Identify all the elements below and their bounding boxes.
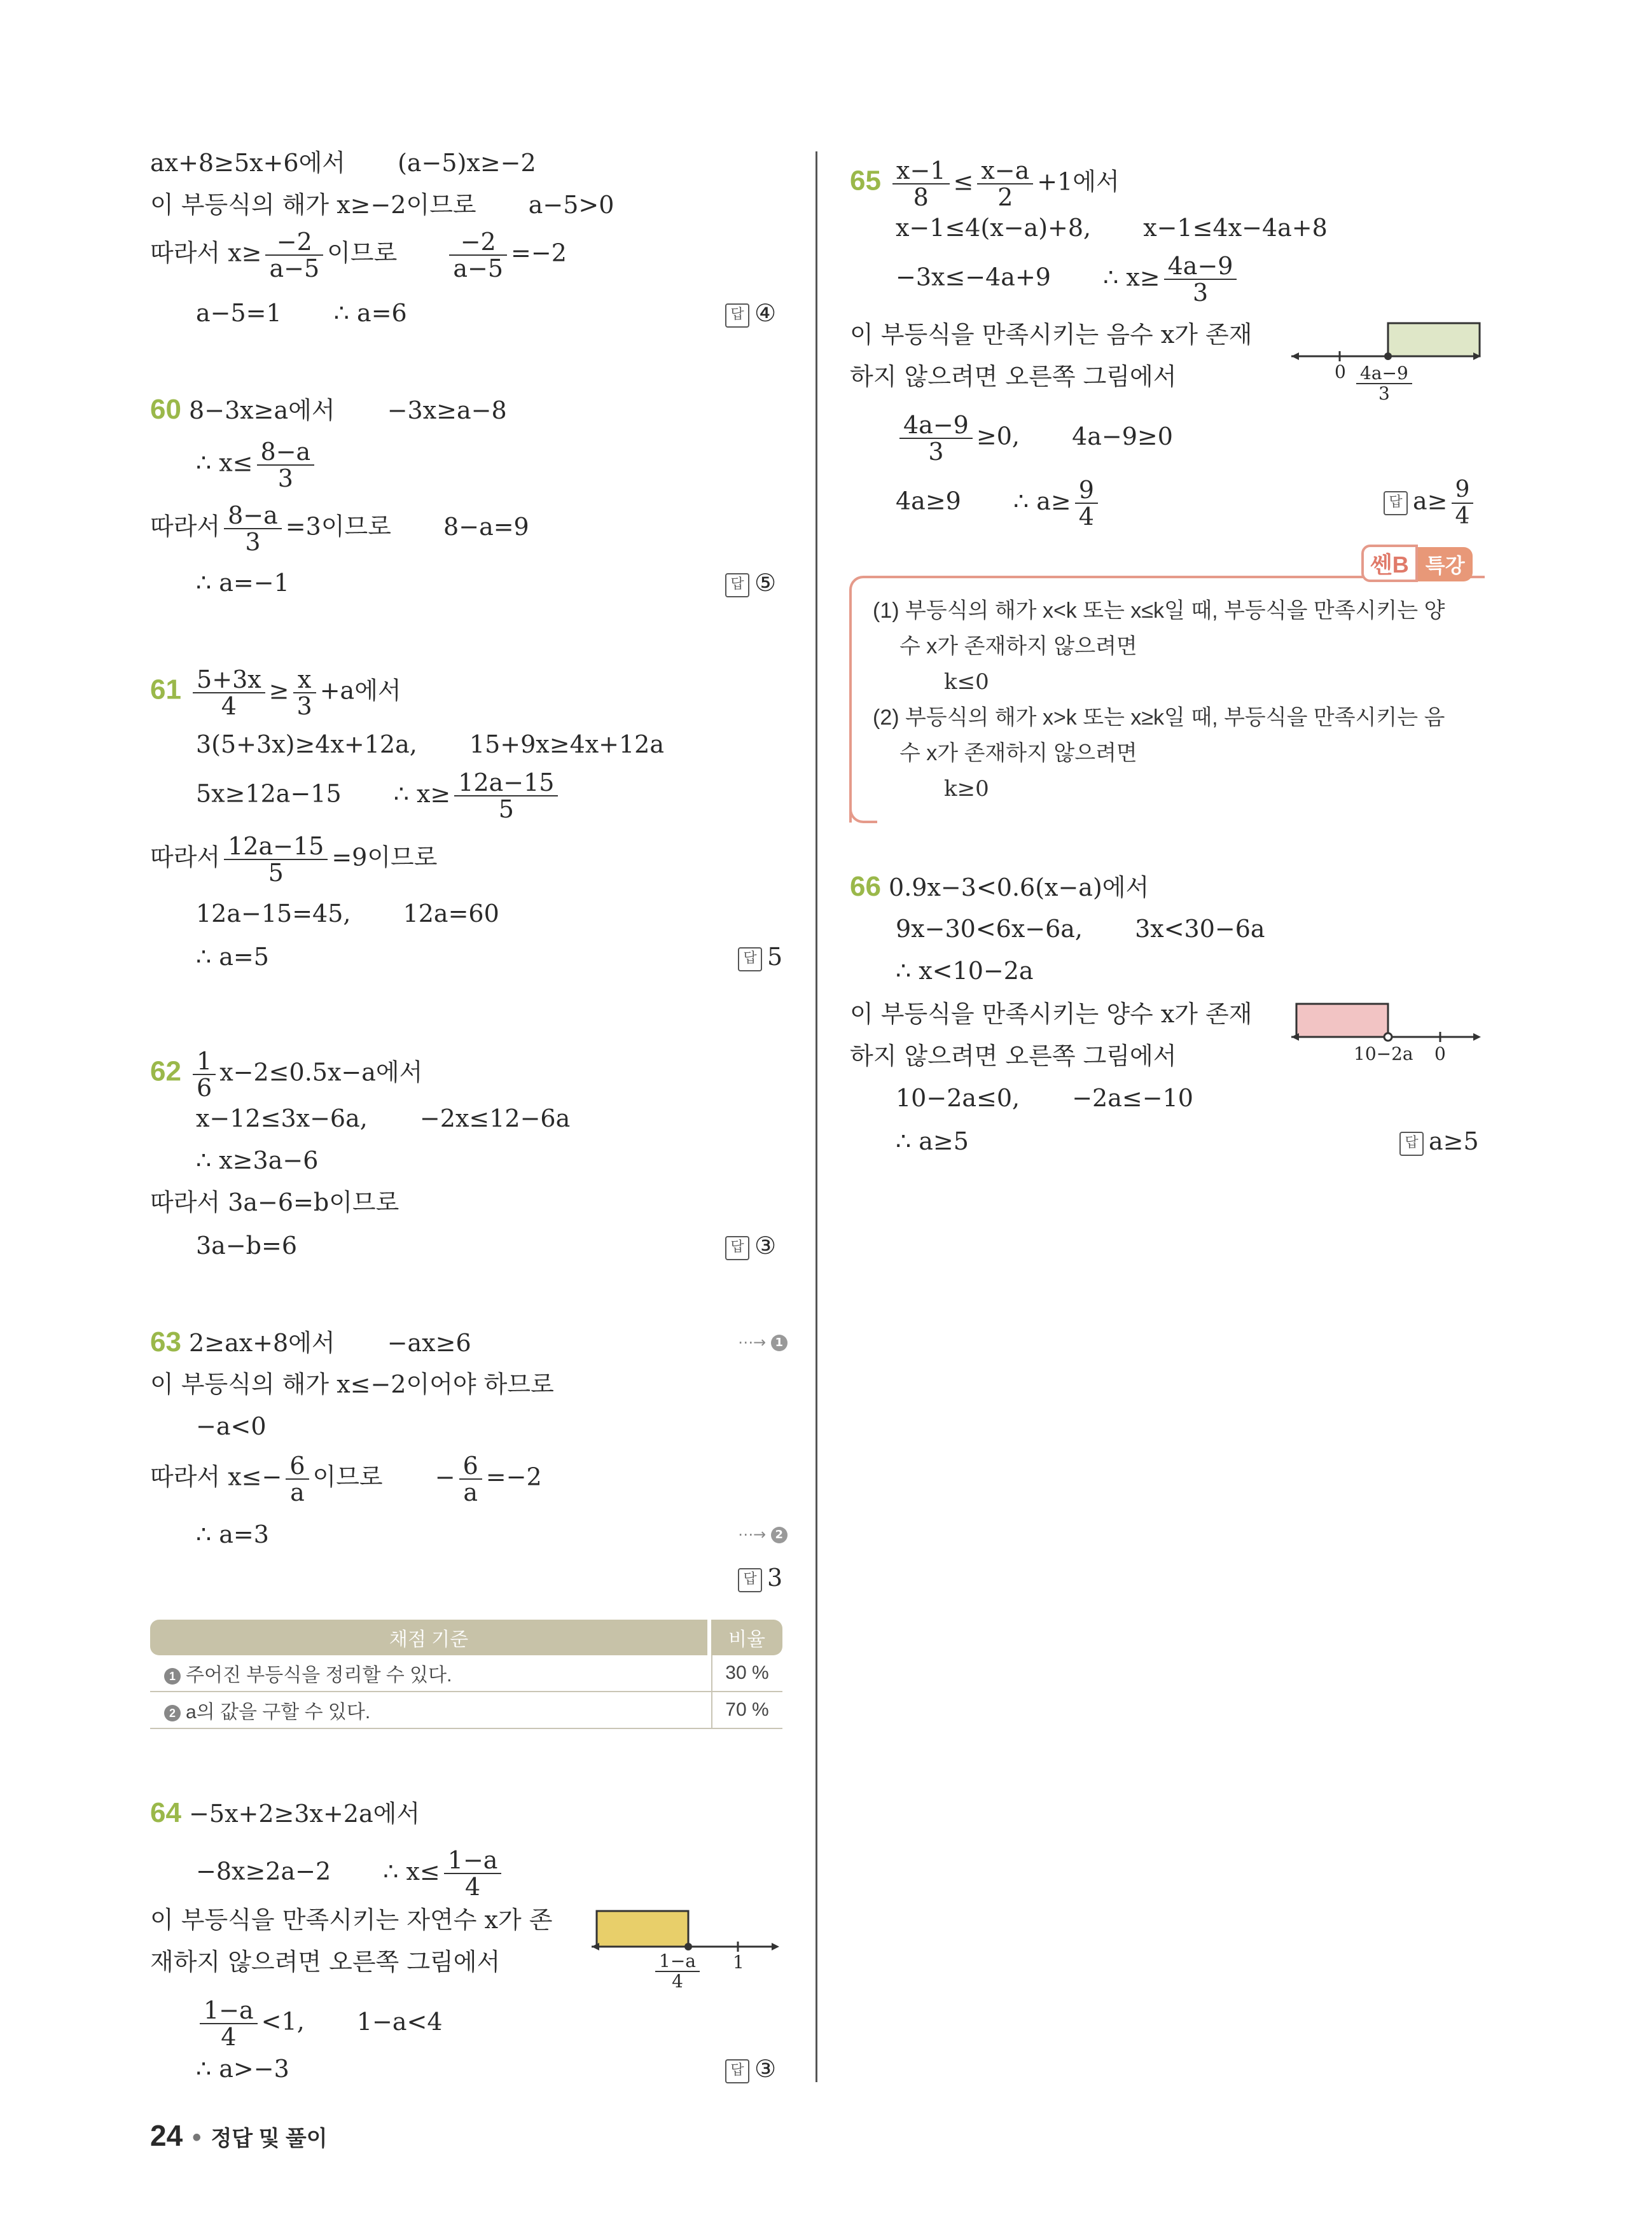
frac-den: 3 xyxy=(1378,383,1390,404)
frac-num: 6 xyxy=(459,1453,482,1480)
p60-l3b: =3이므로 xyxy=(285,512,391,541)
shaded-region xyxy=(1296,1004,1388,1037)
tip-line: 수 x가 존재하지 않으려면 xyxy=(899,634,1137,658)
step-marker-1: ⋯→ 1 xyxy=(738,1333,788,1351)
p64-l2b: ∴ x≤ xyxy=(383,1857,440,1886)
p59-frac1 xyxy=(265,229,323,281)
p59-l4b: ∴ a=6 xyxy=(333,299,407,327)
p61-l3b: ∴ x≥ xyxy=(393,779,451,808)
p61-l3a: 5x≥12a−15 xyxy=(196,779,342,808)
p63-line2 xyxy=(150,1369,554,1400)
p61-l4b: =9이므로 xyxy=(331,843,438,872)
p62-answer xyxy=(725,1230,776,1261)
p66-fig-tick-0: 0 xyxy=(1434,1043,1446,1064)
endpoint-open-dot xyxy=(1384,1033,1392,1041)
footer-separator: • xyxy=(192,2123,202,2151)
frac-num: 4a−9 xyxy=(1356,364,1412,384)
answer-icon: 답 xyxy=(738,947,762,971)
p61-l2b: 15+9x≥4x+12a xyxy=(469,730,665,758)
answer-icon: 답 xyxy=(725,1236,749,1260)
frac-num: 9 xyxy=(1452,477,1474,504)
p62-l4: 따라서 3a−6=b이므로 xyxy=(150,1188,399,1216)
step-number: 1 xyxy=(771,1335,788,1351)
answer-icon: 답 xyxy=(1384,491,1408,515)
table-header: 비율 xyxy=(711,1620,782,1655)
p60-l2a: ∴ x≤ xyxy=(196,448,253,477)
tip-line: k≥0 xyxy=(944,776,989,802)
p63-l5: ∴ a=3 xyxy=(196,1520,269,1548)
scoring-criteria-table xyxy=(150,1620,782,1729)
answer-value: ③ xyxy=(754,2055,777,2083)
table-header-row xyxy=(150,1620,782,1655)
p63-frac1 xyxy=(286,1453,309,1505)
p59-l3c: =−2 xyxy=(511,239,567,267)
frac-den: 5 xyxy=(268,859,284,887)
page-footer xyxy=(150,2118,328,2153)
p65-line7 xyxy=(896,477,1102,529)
p66-l2b: 3x<30−6a xyxy=(1135,915,1265,943)
p59-line4 xyxy=(196,298,407,328)
frac-den: 6 xyxy=(197,1074,212,1102)
p59-line3 xyxy=(150,229,567,281)
frac-den: 4 xyxy=(221,692,237,720)
p66-line2 xyxy=(896,914,1265,944)
p60-line4 xyxy=(196,567,289,598)
p64-l2a: −8x≥2a−2 xyxy=(196,1857,331,1886)
p62-line4 xyxy=(150,1187,399,1218)
frac-den: 3 xyxy=(1192,279,1209,307)
table-row xyxy=(150,1655,782,1692)
frac-den: a xyxy=(463,1478,478,1506)
criterion-text: a의 값을 구할 수 있다. xyxy=(186,1702,371,1723)
frac-den: 4 xyxy=(465,1873,481,1901)
p59-l3b: 이므로 xyxy=(327,239,398,267)
frac-den: a−5 xyxy=(269,254,320,282)
p65-answer xyxy=(1384,477,1477,529)
answer-value: 3 xyxy=(767,1564,783,1592)
p65-line5 xyxy=(850,361,1176,392)
p63-l1a: 2≥ax+8에서 xyxy=(189,1329,335,1357)
arrow-right-icon xyxy=(772,1943,779,1950)
frac-den: a−5 xyxy=(453,254,504,282)
shaded-region xyxy=(597,1911,688,1947)
p63-l4b: 이므로 xyxy=(312,1463,383,1491)
p65-line6 xyxy=(896,412,1173,464)
p59-l1a: ax+8≥5x+6에서 xyxy=(150,149,345,177)
answer-value: ④ xyxy=(754,299,777,327)
answer-value: a≥ xyxy=(1413,487,1448,515)
p59-l4a: a−5=1 xyxy=(196,299,282,327)
answer-icon: 답 xyxy=(725,573,749,597)
p63-answer xyxy=(738,1562,782,1593)
p64-frac1 xyxy=(444,1847,502,1900)
page-number: 24 xyxy=(150,2119,183,2152)
p66-line6 xyxy=(896,1083,1193,1113)
p63-line1 xyxy=(150,1327,471,1358)
p61-l2a: 3(5+3x)≥4x+12a, xyxy=(196,730,417,758)
p61-l4a: 따라서 xyxy=(150,843,221,872)
p61-frac4 xyxy=(224,833,328,886)
table-cell xyxy=(150,1655,711,1692)
step-marker-2: ⋯→ 2 xyxy=(738,1526,788,1543)
p66-line1 xyxy=(850,872,1149,903)
p65-fig-label xyxy=(1356,364,1412,403)
frac-num: 9 xyxy=(1075,477,1098,504)
p63-l4d: =−2 xyxy=(485,1463,542,1491)
p60-l3a: 따라서 xyxy=(150,512,221,541)
p62-l1b: x−2≤0.5x−a에서 xyxy=(219,1058,423,1087)
shaded-region xyxy=(1388,323,1480,356)
tip-label xyxy=(1361,545,1473,582)
p65-line1 xyxy=(850,158,1120,210)
p61-op: ≥ xyxy=(268,676,289,705)
frac-den: 4 xyxy=(1455,503,1470,529)
frac-num: x xyxy=(293,667,316,693)
p63-l4a: 따라서 x≤− xyxy=(150,1463,282,1491)
p60-l4: ∴ a=−1 xyxy=(196,569,289,597)
p65-l5: 하지 않으려면 오른쪽 그림에서 xyxy=(850,363,1177,391)
frac-den: 5 xyxy=(498,795,514,823)
p61-line4 xyxy=(150,833,437,886)
p64-line1 xyxy=(150,1798,420,1829)
p65-op: ≤ xyxy=(953,167,974,196)
arrow-left-icon xyxy=(1291,352,1299,360)
p66-l3: ∴ x<10−2a xyxy=(896,957,1034,985)
tip-box-corner xyxy=(849,782,877,823)
criterion-number: 1 xyxy=(164,1668,181,1685)
p65-l6b: 4a−9≥0 xyxy=(1072,422,1173,450)
criterion-percent: 30 % xyxy=(711,1655,782,1692)
frac-num: −2 xyxy=(265,229,323,256)
criterion-text: 주어진 부등식을 정리할 수 있다. xyxy=(186,1665,452,1686)
frac-den: 3 xyxy=(245,528,261,556)
p62-l3: ∴ x≥3a−6 xyxy=(196,1146,319,1174)
p65-l2b: x−1≤4x−4a+8 xyxy=(1143,214,1328,242)
frac-num: 4a−9 xyxy=(899,412,973,439)
p59-l2a: 이 부등식의 해가 x≥−2이므로 xyxy=(150,191,476,219)
p62-line2 xyxy=(196,1103,570,1134)
p65-frac3 xyxy=(1164,253,1237,305)
table-header: 채점 기준 xyxy=(150,1620,711,1655)
column-divider xyxy=(816,151,817,2082)
p60-l3c: 8−a=9 xyxy=(443,512,529,541)
p66-l6b: −2a≤−10 xyxy=(1072,1084,1193,1112)
problem-number: 63 xyxy=(150,1326,181,1358)
p64-answer xyxy=(725,2054,776,2084)
frac-num: 5+3x xyxy=(193,667,265,693)
p61-line1 xyxy=(150,667,401,719)
p66-l7: ∴ a≥5 xyxy=(896,1127,969,1155)
frac-den: a xyxy=(290,1478,305,1506)
frac-den: 2 xyxy=(997,183,1013,211)
problem-number: 62 xyxy=(150,1055,181,1087)
p65-l6a: ≥0, xyxy=(976,422,1020,450)
p60-frac2 xyxy=(224,503,282,555)
p63-line5 xyxy=(196,1519,269,1550)
tip-line: (2) 부등식의 해가 x>k 또는 x≥k일 때, 부등식을 만족시키는 음 xyxy=(873,705,1445,730)
p65-l7a: 4a≥9 xyxy=(896,487,961,515)
table-cell xyxy=(150,1692,711,1729)
p64-l4: 재하지 않으려면 오른쪽 그림에서 xyxy=(150,1948,501,1976)
tip-line: (1) 부등식의 해가 x<k 또는 x≤k일 때, 부등식을 만족시키는 양 xyxy=(873,599,1445,623)
criterion-number: 2 xyxy=(164,1705,181,1721)
frac-den: 4 xyxy=(1078,503,1094,531)
answer-frac xyxy=(1452,477,1474,529)
p64-l1: −5x+2≥3x+2a에서 xyxy=(189,1800,420,1828)
p61-line5 xyxy=(196,898,499,929)
p60-answer xyxy=(725,567,776,598)
frac-num: 1−a xyxy=(444,1847,502,1874)
endpoint-dot xyxy=(684,1943,692,1950)
p64-line3 xyxy=(150,1905,552,1935)
p59-line1 xyxy=(150,148,536,178)
p59-frac2 xyxy=(449,229,507,281)
p66-line3 xyxy=(896,956,1034,986)
p64-line2 xyxy=(196,1847,505,1900)
p63-line3 xyxy=(196,1411,267,1442)
answer-icon: 답 xyxy=(1399,1132,1424,1156)
p66-line4 xyxy=(850,999,1252,1029)
step-number: 2 xyxy=(771,1527,788,1543)
frac-den: 8 xyxy=(913,183,929,211)
frac-num: 8−a xyxy=(257,439,315,466)
tip-line: 수 x가 존재하지 않으려면 xyxy=(899,741,1137,765)
p65-l2a: x−1≤4(x−a)+8, xyxy=(896,214,1092,242)
p61-answer xyxy=(738,942,782,972)
frac-num: 6 xyxy=(286,1453,309,1480)
frac-num: 1−a xyxy=(200,1998,258,2024)
frac-num: 4a−9 xyxy=(1164,253,1237,280)
p62-line3 xyxy=(196,1145,318,1176)
p63-frac2 xyxy=(459,1453,482,1505)
criterion-percent: 70 % xyxy=(711,1692,782,1729)
p63-l2: 이 부등식의 해가 x≤−2이어야 하므로 xyxy=(150,1370,554,1398)
p63-l4c: − xyxy=(434,1463,455,1491)
frac-num: −2 xyxy=(449,229,507,256)
p61-l6: ∴ a=5 xyxy=(196,943,269,971)
p65-frac4 xyxy=(899,412,973,464)
p66-line7 xyxy=(896,1126,969,1157)
p65-line2 xyxy=(896,212,1328,243)
arrow-right-icon xyxy=(1473,1033,1481,1041)
frac-den: 3 xyxy=(928,438,944,466)
p65-l3a: −3x≤−4a+9 xyxy=(896,263,1051,291)
p61-frac1 xyxy=(193,667,265,719)
p64-l3: 이 부등식을 만족시키는 자연수 x가 존 xyxy=(150,1906,553,1934)
arrow-left-icon xyxy=(1291,1033,1299,1041)
p59-l1b: (a−5)x≥−2 xyxy=(398,149,536,177)
p65-l3b: ∴ x≥ xyxy=(1103,263,1160,291)
table-row xyxy=(150,1692,782,1729)
p64-line5 xyxy=(196,1998,443,2050)
frac-num: 12a−15 xyxy=(224,833,328,860)
p59-l2b: a−5>0 xyxy=(528,191,614,219)
p60-line1 xyxy=(150,394,507,426)
p62-l2a: x−12≤3x−6a, xyxy=(196,1104,368,1132)
p61-frac2 xyxy=(293,667,316,719)
p66-l6a: 10−2a≤0, xyxy=(896,1084,1020,1112)
p65-frac5 xyxy=(1075,477,1098,529)
p62-line1 xyxy=(150,1048,422,1101)
p61-line3 xyxy=(196,770,562,822)
frac-num: 8−a xyxy=(224,503,282,529)
answer-icon: 답 xyxy=(725,2059,749,2083)
p65-line4 xyxy=(850,319,1252,350)
p63-l1b: −ax≥6 xyxy=(387,1329,471,1357)
p65-fig-tick-0: 0 xyxy=(1335,361,1346,382)
p64-l6: ∴ a>−3 xyxy=(196,2055,289,2083)
p62-frac1 xyxy=(193,1048,216,1101)
tip-label-tag: 특강 xyxy=(1418,547,1473,581)
p66-fig-label: 10−2a xyxy=(1354,1043,1413,1064)
problem-number: 65 xyxy=(850,165,881,197)
p63-l3: −a<0 xyxy=(196,1412,267,1440)
footer-label: 정답 및 풀이 xyxy=(211,2127,328,2151)
p65-l7b: ∴ a≥ xyxy=(1013,487,1071,515)
frac-den: 3 xyxy=(296,692,312,720)
p66-line5 xyxy=(850,1041,1176,1071)
answer-value: ⑤ xyxy=(754,569,777,597)
p65-frac1 xyxy=(892,158,949,210)
frac-den: 4 xyxy=(221,2023,237,2051)
p59-line2 xyxy=(150,190,614,220)
p61-frac3 xyxy=(454,770,558,822)
p65-frac2 xyxy=(977,158,1033,210)
problem-number: 66 xyxy=(850,871,881,902)
p64-l5a: <1, xyxy=(261,2007,305,2036)
answer-value: 5 xyxy=(767,943,783,971)
endpoint-dot xyxy=(1384,352,1392,360)
p60-line2 xyxy=(196,439,318,491)
frac-den: 4 xyxy=(672,1971,683,1992)
p60-line3 xyxy=(150,503,529,555)
frac-num: x−1 xyxy=(892,158,949,184)
p59-answer xyxy=(725,298,776,328)
p66-l4: 이 부등식을 만족시키는 양수 x가 존재 xyxy=(850,1000,1253,1028)
p62-l2b: −2x≤12−6a xyxy=(419,1104,571,1132)
frac-num: x−a xyxy=(977,158,1033,184)
tip-label-brand: 쎈B xyxy=(1361,545,1418,582)
frac-num: 12a−15 xyxy=(454,770,558,796)
frac-den: 3 xyxy=(277,464,293,492)
p65-l4: 이 부등식을 만족시키는 음수 x가 존재 xyxy=(850,321,1253,349)
answer-icon: 답 xyxy=(738,1568,762,1592)
problem-number: 61 xyxy=(150,674,181,705)
p66-l5: 하지 않으려면 오른쪽 그림에서 xyxy=(850,1042,1177,1070)
p66-answer xyxy=(1399,1126,1479,1157)
p62-l5: 3a−b=6 xyxy=(196,1232,298,1260)
p63-line4 xyxy=(150,1453,542,1505)
p59-l3a: 따라서 x≥ xyxy=(150,239,262,267)
p64-fig-tick-1: 1 xyxy=(733,1952,744,1973)
p65-line3 xyxy=(896,253,1240,305)
arrow-left-icon xyxy=(592,1943,599,1950)
p61-line2 xyxy=(196,729,664,760)
frac-num: 1−a xyxy=(655,1952,700,1972)
p64-line4 xyxy=(150,1947,500,1977)
answer-icon: 답 xyxy=(725,303,749,328)
p64-fig-label xyxy=(655,1952,700,1991)
p66-l2a: 9x−30<6x−6a, xyxy=(896,915,1083,943)
p65-l1b: +1에서 xyxy=(1037,167,1120,196)
answer-value: ③ xyxy=(754,1232,777,1260)
p60-l1b: −3x≥a−8 xyxy=(387,396,507,424)
p62-line5 xyxy=(196,1230,297,1261)
problem-number: 60 xyxy=(150,394,181,425)
p64-frac2 xyxy=(200,1998,258,2050)
p66-l1: 0.9x−3<0.6(x−a)에서 xyxy=(889,873,1149,901)
answer-value: a≥5 xyxy=(1429,1127,1479,1155)
p61-line6 xyxy=(196,942,269,972)
problem-number: 64 xyxy=(150,1797,181,1828)
p60-frac1 xyxy=(257,439,315,491)
p60-l1a: 8−3x≥a에서 xyxy=(189,396,335,424)
p64-l5b: 1−a<4 xyxy=(356,2007,443,2036)
p61-l5a: 12a−15=45, xyxy=(196,900,351,928)
frac-num: 1 xyxy=(193,1048,216,1075)
tip-line: k≤0 xyxy=(944,669,989,695)
p61-l5b: 12a=60 xyxy=(403,900,499,928)
p64-line6 xyxy=(196,2054,289,2084)
p61-l1b: +a에서 xyxy=(319,676,401,705)
